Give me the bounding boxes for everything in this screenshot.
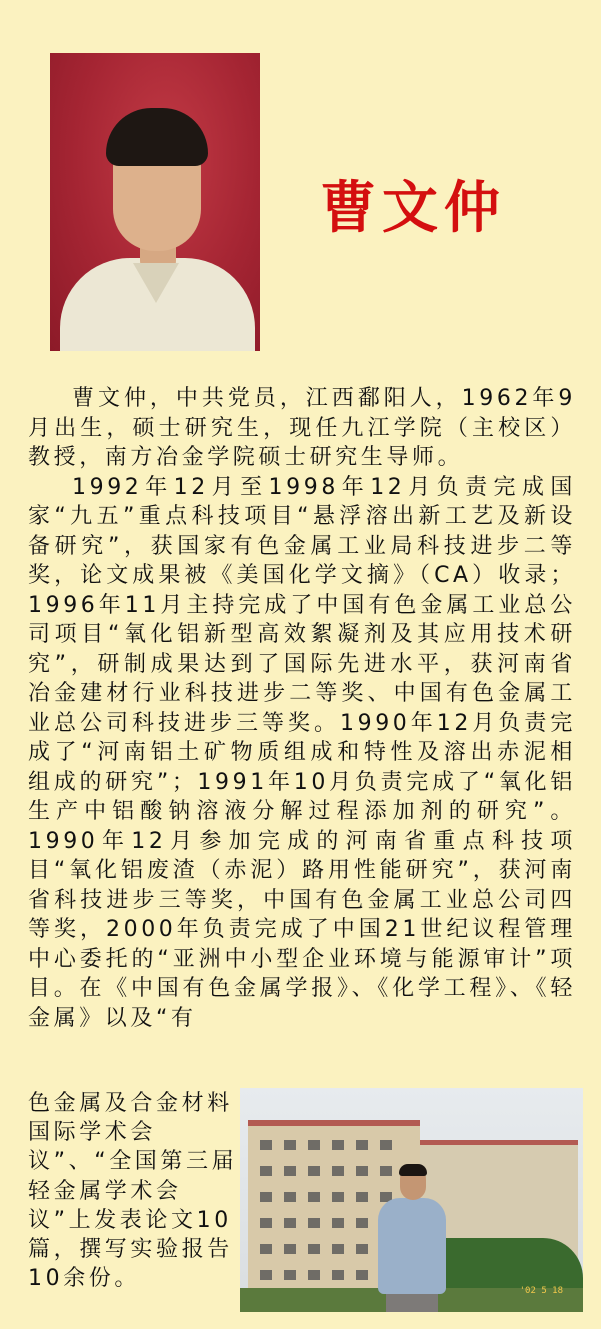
building-window (284, 1218, 296, 1228)
building-window (308, 1244, 320, 1254)
campus-photo (240, 1088, 583, 1312)
building-window (332, 1244, 344, 1254)
building-window (284, 1166, 296, 1176)
bio-paragraph-tail: 色金属及合金材料国际学术会议”、“全国第三届轻金属学术会议”上发表论文10篇，撰写实验报告10余份。 (28, 1091, 238, 1292)
building-window (260, 1166, 272, 1176)
building-window (260, 1140, 272, 1150)
building-window (332, 1166, 344, 1176)
photo-date-stamp: '02 5 18 (519, 1286, 563, 1296)
building-window (380, 1140, 392, 1150)
building-window (380, 1166, 392, 1176)
building-window (332, 1270, 344, 1280)
building-window (260, 1244, 272, 1254)
building-window (284, 1244, 296, 1254)
bio-paragraph-intro: 曹文仲，中共党员，江西鄱阳人，1962年9月出生，硕士研究生，现任九江学院（主校区）教授，南方冶金学院硕士研究生导师。 (28, 386, 576, 470)
building-window (356, 1218, 368, 1228)
building-window (284, 1140, 296, 1150)
building-window (356, 1166, 368, 1176)
building-window (356, 1140, 368, 1150)
portrait-photo (50, 53, 260, 351)
building-window (308, 1140, 320, 1150)
person-name-title: 曹文仲 (320, 176, 506, 241)
building-window (308, 1270, 320, 1280)
building-window (308, 1218, 320, 1228)
building-window (260, 1270, 272, 1280)
building-window (284, 1270, 296, 1280)
building-window (260, 1218, 272, 1228)
building-window (332, 1218, 344, 1228)
building-window (356, 1192, 368, 1202)
building-window (332, 1192, 344, 1202)
building-window (332, 1140, 344, 1150)
bio-paragraph-main: 1992年12月至1998年12月负责完成国家“九五”重点科技项目“悬浮溶出新工艺及新设备研究”，获国家有色金属工业局科技进步二等奖，论文成果被《美国化学文摘》（CA）收录；1996年11月主持完成了中国有色金属工业总公司项目“氧化铝新型高效絮凝剂及其应用技术研究”，研制成果达到了国际先进水平，获河南省冶金建材行业科技进步二等奖、中国有色金属工业总公司科技进步三等奖。1990年12月负责完成了“河南铝土矿物质组成和特性及溶出赤泥相组成的研究”；1991年10月负责完成了“氧化铝生产中铝酸钠溶液分解过程添加剂的研究”。1990年12月参加完成的河南省重点科技项目“氧化铝废渣（赤泥）路用性能研究”，获河南省科技进步三等奖，中国有色金属工业总公司四等奖，2000年负责完成了中国21世纪议程管理中心委托的“亚洲中小型企业环境与能源审计”项目。在《中国有色金属学报》、《化学工程》、《轻金属》以及“有 (28, 474, 576, 1031)
building-window (308, 1192, 320, 1202)
biography-text (28, 384, 576, 1033)
building-window (356, 1270, 368, 1280)
building-window (308, 1166, 320, 1176)
building-window (284, 1192, 296, 1202)
building-window (356, 1244, 368, 1254)
building-window (260, 1192, 272, 1202)
